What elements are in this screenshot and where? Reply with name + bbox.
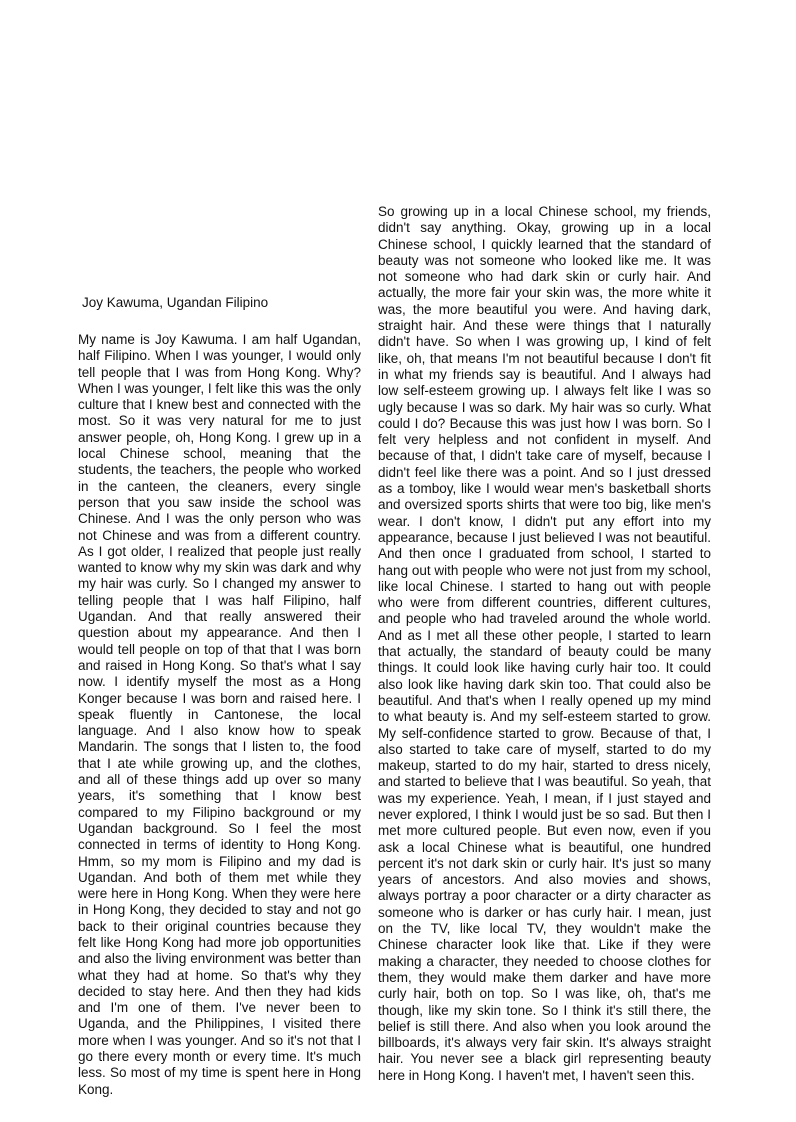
- document-heading: Joy Kawuma, Ugandan Filipino: [82, 295, 269, 310]
- left-column-text: My name is Joy Kawuma. I am half Ugandan, half Filipino. When I was younger, I would only tell people that I was from Hong Kong. Why? When I was younger, I felt like this was the only culture that I knew best and connected with the most. So it was very natural for me to just answer people, oh, Hong Kong. I grew up in a local Chinese school, meaning that the students, the teachers, the people who worked in the canteen, the cleaners, every single person that you saw inside the school was Chinese. And I was the only person who was not Chinese and was from a different country. As I got older, I realized that people just really wanted to know why my skin was dark and why my hair was curly. So I changed my answer to telling people that I was half Filipino, half Ugandan. And that really answered their question about my appearance. And then I would tell people on top of that that I was born and raised in Hong Kong. So that's what I say now. I identify myself the most as a Hong Konger because I was born and raised here. I speak fluently in Cantonese, the local language. And I also know how to speak Mandarin. The songs that I listen to, the food that I ate while growing up, and the clothes, and all of these things add up over so many years, it's something that I know best compared to my Filipino background or my Ugandan background. So I feel the most connected in terms of identity to Hong Kong. Hmm, so my mom is Filipino and my dad is Ugandan. And both of them met while they were here in Hong Kong. When they were here in Hong Kong, they decided to stay and not go back to their original countries because they felt like Hong Kong had more job opportunities and also the living environment was better than what they had at home. So that's why they decided to stay here. And then they had kids and I'm one of them. I've never been to Uganda, and the Philippines, I visited there more when I was younger. And so it's not that I go there every month or every time. It's much less. So most of my time is spent here in Hong Kong.: [78, 332, 361, 1097]
- right-column-text: So growing up in a local Chinese school, my friends, didn't say anything. Okay, growing up in a local Chinese school, I quickly learned that the standard of beauty was not someone who looked like me. It was not someone who had dark skin or curly hair. And actually, the more fair your skin was, the more white it was, the more beautiful you were. And having dark, straight hair. And these were things that I naturally didn't have. So when I was growing up, I kind of felt like, oh, that means I'm not beautiful because I don't fit in what my friends say is beautiful. And I always had low self-esteem growing up. I always felt like I was so ugly because I was so dark. My hair was so curly. What could I do? Because this was just how I was born. So I felt very helpless and not confident in myself. And because of that, I didn't take care of myself, because I didn't feel like there was a point. And so I just dressed as a tomboy, like I would wear men's basketball shorts and oversized sports shirts that were too big, like men's wear. I don't know, I didn't put any effort into my appearance, because I just believed I was not beautiful. And then once I graduated from school, I started to hang out with people who were not just from my school, like local Chinese. I started to hang out with people who were from different countries, different cultures, and people who had traveled around the whole world. And as I met all these other people, I started to learn that actually, the standard of beauty could be many things. It could look like having curly hair too. It could also look like having dark skin too. That could also be beautiful. And that's when I really opened up my mind to what beauty is. And my self-esteem started to grow. My self-confidence started to grow. Because of that, I also started to take care of myself, started to do my makeup, started to do my hair, started to dress nicely, and started to believe that I was beautiful. So yeah, that was my experience. Yeah, I mean, if I just stayed and never explored, I think I would just be so sad. But then I met more cultured people. But even now, even if you ask a local Chinese what is beautiful, one hundred percent it's not dark skin or curly hair. It's just so many years of ancestors. And also movies and shows, always portray a poor character or a dirty character as someone who is darker or has curly hair. I mean, just on the TV, like local TV, they wouldn't make the Chinese character look like that. Like if they were making a character, they needed to choose clothes for them, they would make them darker and have more curly hair, both on top. So I was like, oh, that's me though, like my skin tone. So I think it's still there, the belief is still there. And also when you look around the billboards, it's always very fair skin. It's always straight hair. You never see a black girl representing beauty here in Hong Kong. I haven't met, I haven't seen this.: [378, 204, 711, 1083]
